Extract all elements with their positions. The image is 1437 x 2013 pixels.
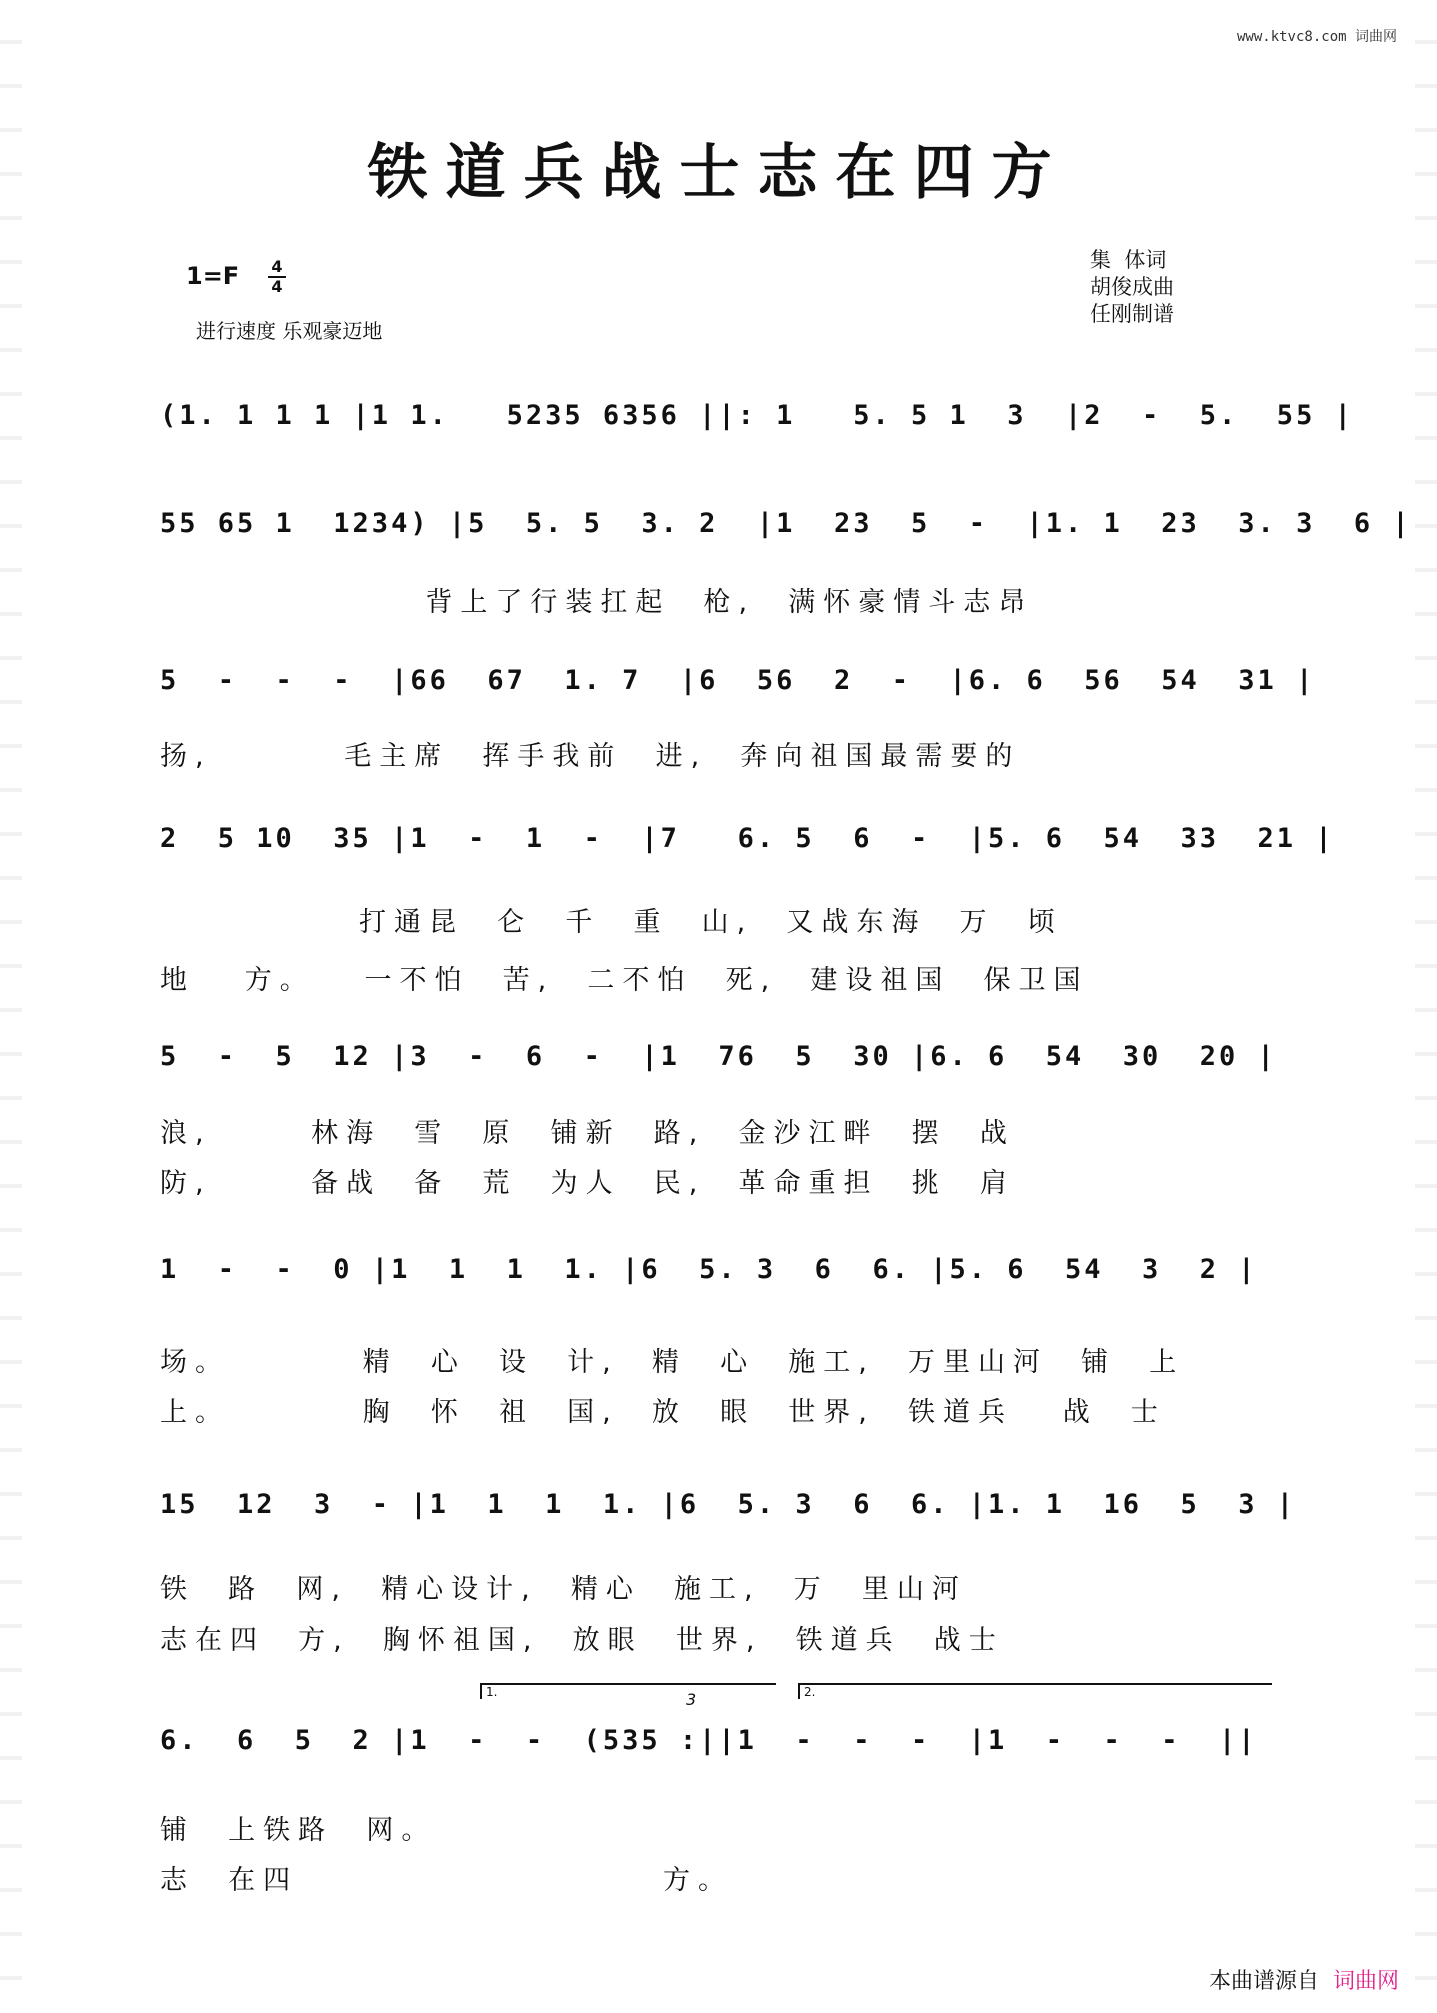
score-system-6 <box>160 1254 1280 1314</box>
notes-line: 1 - - 0 |1 1 1 1. |6 5. 3 6 6. |5. 6 54 3 2 | <box>160 1254 1258 1285</box>
notes-line: (1. 1 1 1 |1 1. 5235 6356 ||: 1 5. 5 1 3 |2 - 5. 55 | <box>160 400 1354 431</box>
notes-line: 15 12 3 - |1 1 1 1. |6 5. 3 6 6. |1. 1 16 5 3 | <box>160 1489 1297 1520</box>
song-title: 铁道兵战士志在四方 <box>367 138 1070 208</box>
notes-line: 6. 6 5 2 |1 - - (535 :||1 - - - |1 - - - || <box>160 1725 1258 1756</box>
score-system-2 <box>160 508 1412 568</box>
time-signature-bottom: 4 <box>271 277 283 296</box>
score-system-1 <box>160 400 1354 460</box>
lyricist: 集 体词 <box>1090 248 1167 272</box>
lyric-line: 扬, 毛主席 挥手我前 进, 奔向祖国最需要的 <box>160 741 1021 772</box>
key-signature: 1=F <box>186 262 240 290</box>
score-system-4 <box>160 823 1335 883</box>
source-label: 本曲谱源自 <box>1208 1969 1319 1994</box>
lyric-line: 志 在四 方。 <box>160 1865 733 1896</box>
score-system-8 <box>160 1725 1280 1785</box>
source-attribution <box>1209 1964 1399 1995</box>
notes-line: 2 5 10 35 |1 - 1 - |7 6. 5 6 - |5. 6 54 33 21 | <box>160 823 1335 854</box>
lyric-line: 背上了行装扛起 枪, 满怀豪情斗志昂 <box>160 587 1034 618</box>
first-ending-label: 1. <box>486 1685 498 1699</box>
score-system-3 <box>160 665 1316 725</box>
composer: 胡俊成曲 <box>1090 275 1174 299</box>
credits <box>1090 247 1174 328</box>
time-signature-top: 4 <box>271 257 283 276</box>
lyric-line: 铁 路 网, 精心设计, 精心 施工, 万 里山河 <box>160 1574 967 1605</box>
second-ending-label: 2. <box>804 1685 816 1699</box>
lyric-line: 场。 精 心 设 计, 精 心 施工, 万里山河 铺 上 <box>160 1347 1185 1378</box>
lyric-line: 铺 上铁路 网。 <box>160 1815 437 1846</box>
right-watermark-strip <box>1415 0 1437 2013</box>
lyric-line: 浪, 林海 雪 原 铺新 路, 金沙江畔 摆 战 <box>160 1118 1015 1149</box>
lyric-line: 志在四 方, 胸怀祖国, 放眼 世界, 铁道兵 战士 <box>160 1625 1004 1656</box>
time-signature <box>268 258 286 296</box>
lyric-line: 防, 备战 备 荒 为人 民, 革命重担 挑 肩 <box>160 1168 1015 1199</box>
lyric-line: 上。 胸 怀 祖 国, 放 眼 世界, 铁道兵 战 士 <box>160 1397 1166 1428</box>
notes-line: 5 - 5 12 |3 - 6 - |1 76 5 30 |6. 6 54 30 20 | <box>160 1041 1277 1072</box>
source-brand-link[interactable]: 词曲网 <box>1332 1969 1399 1994</box>
lyric-line: 地 方。 一不怕 苦, 二不怕 死, 建设祖国 保卫国 <box>160 965 1089 996</box>
notes-line: 5 - - - |66 67 1. 7 |6 56 2 - |6. 6 56 54 31 | <box>160 665 1316 696</box>
arranger: 任刚制谱 <box>1090 302 1174 326</box>
score-system-5 <box>160 1041 1280 1101</box>
left-watermark-strip <box>0 0 22 2013</box>
notes-line: 55 65 1 1234) |5 5. 5 3. 2 |1 23 5 - |1. 1 23 3. 3 6 | <box>160 508 1412 539</box>
lyric-line: 打通昆 仑 千 重 山, 又战东海 万 顷 <box>160 907 1063 938</box>
second-ending-bracket <box>798 1683 1272 1699</box>
first-ending-bracket <box>480 1683 776 1699</box>
tempo-marking: 进行速度 乐观豪迈地 <box>196 319 383 343</box>
site-url: www.ktvc8.com 词曲网 <box>1236 29 1397 45</box>
triplet-marker: 3 <box>686 1690 697 1709</box>
score-system-7 <box>160 1489 1297 1549</box>
